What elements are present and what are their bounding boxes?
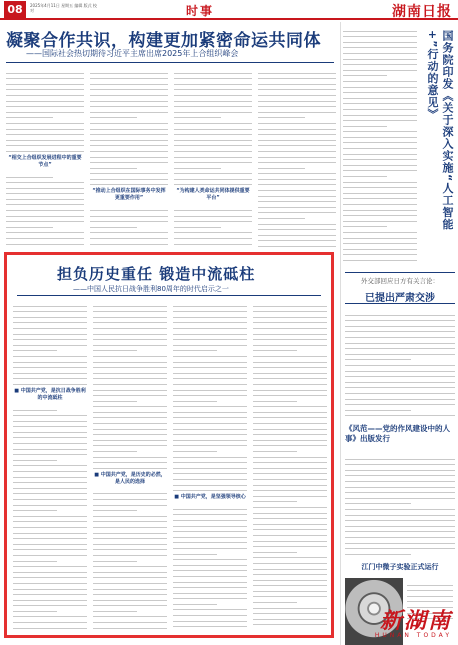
sidebar-box3-title: 江门中微子实验正式运行 — [361, 563, 439, 571]
feature-subhead: ■ 中国共产党，是历史的必然，是人民的选择 — [94, 471, 166, 485]
body-text-line — [345, 411, 455, 417]
sidebar-body-2 — [345, 454, 455, 558]
body-text-line — [13, 629, 87, 631]
body-text-line — [174, 245, 252, 248]
brand-logo-subtitle: HUNAN TODAY — [374, 632, 452, 639]
paper-name: 湖南日报 — [392, 4, 452, 20]
sidebar — [340, 22, 458, 645]
feature-column-3 — [173, 301, 247, 631]
top-story-column-3 — [174, 68, 252, 248]
sidebar-body-1 — [345, 310, 455, 418]
body-text-line — [90, 180, 168, 186]
body-text-line — [258, 241, 336, 247]
headline-rule — [6, 62, 334, 63]
body-text-line — [173, 622, 247, 628]
sidebar-news-column — [343, 26, 417, 262]
body-text-line — [93, 629, 167, 631]
body-text-line — [174, 180, 252, 186]
feature-subheadline: ——中国人民抗日战争胜利80周年的时代启示之一 — [73, 285, 229, 293]
feature-rule — [17, 295, 321, 296]
body-text-line — [173, 486, 247, 492]
sidebar-box2-title: 《风范——党的作风建设中的人事》出版发行 — [345, 424, 450, 443]
brand-logo: 新湖南 — [379, 608, 452, 634]
top-story-column-1 — [6, 68, 84, 248]
section-name: 时事 — [186, 4, 215, 18]
body-text-line — [90, 245, 168, 248]
top-story-headline: 凝聚合作共识，构建更加紧密命运共同体 — [6, 31, 321, 51]
sidebar-box-kicker: 外交部回应日方有关言论： — [361, 277, 439, 285]
date-line: 2025年4月11日 星期五 编辑 版式 校对 — [30, 3, 97, 13]
body-text-line — [6, 245, 84, 248]
feature-subhead: ■ 中国共产党，是抗日战争胜利的中流砥柱 — [14, 387, 86, 401]
body-text-line — [6, 146, 84, 152]
sidebar-news-box — [345, 272, 455, 304]
body-text-line — [93, 463, 167, 469]
masthead — [0, 0, 458, 20]
top-story-subhead: “推动上合组织在国际事务中发挥更重要作用” — [92, 188, 166, 202]
sidebar-news-box-2 — [345, 424, 455, 452]
top-story-column-4 — [258, 68, 336, 248]
sidebar-box-title: 已提出严肃交涉 — [365, 293, 435, 304]
body-text-line — [253, 620, 327, 626]
feature-article — [4, 252, 334, 638]
top-story-subhead: “为构建人类命运共同体提供重要平台” — [176, 188, 250, 202]
feature-headline: 担负历史重任 锻造中流砥柱 — [57, 265, 256, 283]
feature-column-4 — [253, 301, 327, 631]
feature-column-1 — [13, 301, 87, 631]
top-story-subheadline: ——国际社会热切期待习近平主席出席2025年上合组织峰会 — [26, 49, 239, 58]
top-story-column-2 — [90, 68, 168, 248]
feature-subhead: ■ 中国共产党，是坚强领导核心 — [174, 494, 246, 501]
body-text-line — [343, 255, 417, 261]
body-text-line — [345, 549, 411, 555]
page-number: 08 — [4, 1, 26, 18]
body-text-line — [13, 379, 87, 385]
top-story-subhead: “相交上合组织发展进程中的重要节点” — [8, 154, 82, 168]
sidebar-vertical-title: 国务院印发《关于深入实施“人工智能+”行动的意见》 — [426, 30, 454, 231]
feature-column-2 — [93, 301, 167, 631]
